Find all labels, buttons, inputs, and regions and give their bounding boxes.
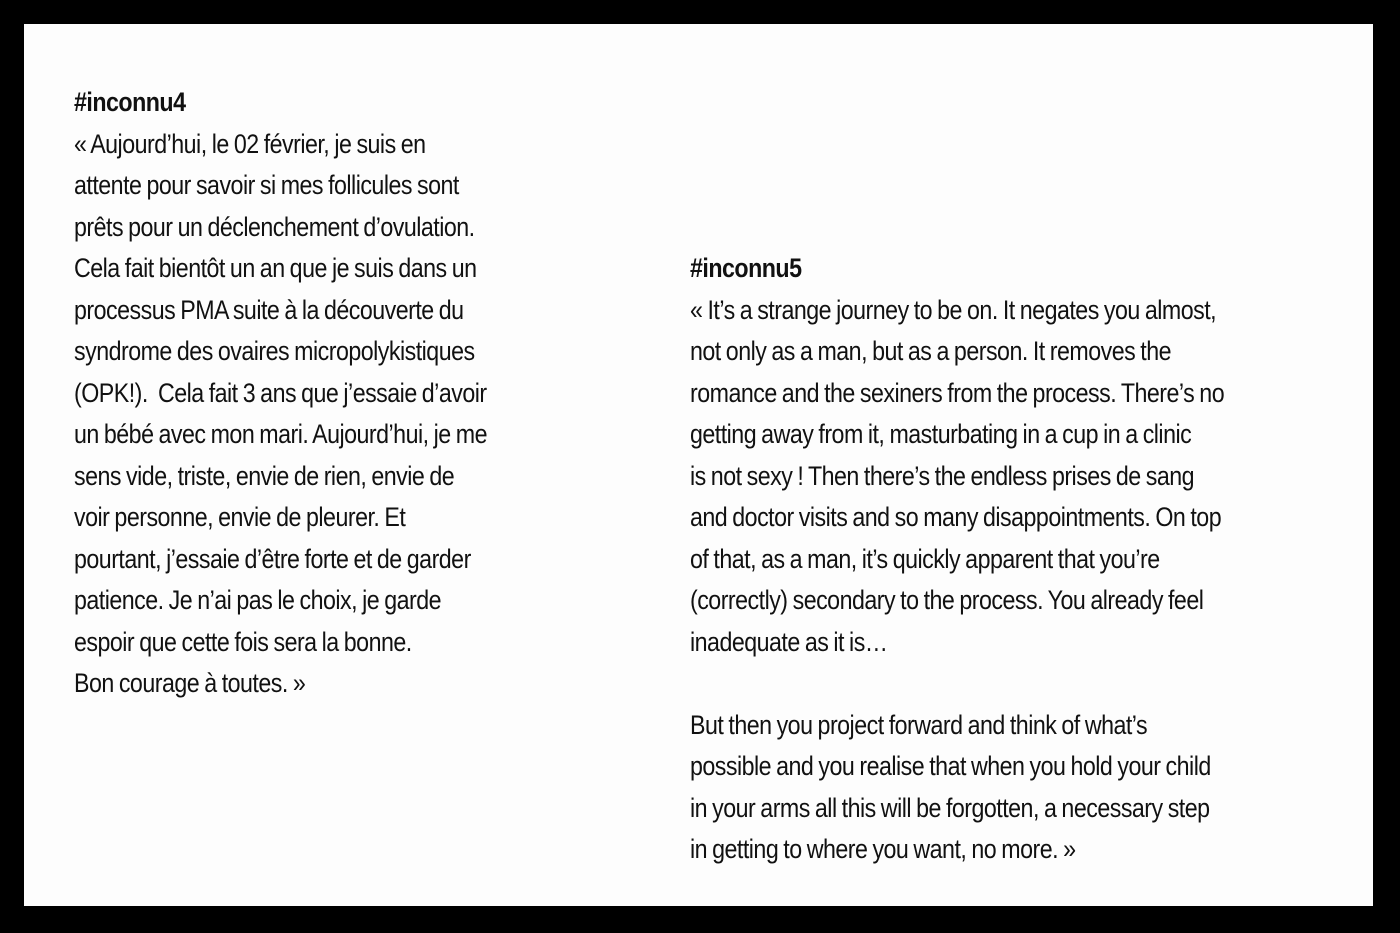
text-line: « Aujourd’hui, le 02 février, je suis en	[74, 128, 426, 159]
text-line: voir personne, envie de pleurer. Et	[74, 502, 406, 532]
text-line: romance and the sexiners from the process. There’s no	[690, 377, 1225, 408]
text-line: pourtant, j’essaie d’être forte et de garder	[74, 543, 471, 574]
text-line: « It’s a strange journey to be on. It negates you almost,	[690, 294, 1217, 325]
text-line: and doctor visits and so many disappointments. On top	[690, 502, 1222, 532]
text-line: not only as a man, but as a person. It removes the	[690, 336, 1172, 366]
page	[24, 24, 1373, 906]
text-line: in getting to where you want, no more. »	[690, 834, 1076, 864]
text-line: Cela fait bientôt un an que je suis dans un	[74, 253, 477, 283]
text-line: sens vide, triste, envie de rien, envie de	[74, 460, 455, 491]
text-line: syndrome des ovaires micropolykistiques	[74, 336, 475, 366]
testimony-heading: #inconnu4	[74, 87, 186, 117]
text-line: prêts pour un déclenchement d’ovulation.	[74, 211, 475, 242]
text-line: (OPK!). Cela fait 3 ans que j’essaie d’avoir	[74, 377, 487, 408]
testimony-inconnu5	[690, 248, 1352, 871]
text-line: espoir que cette fois sera la bonne.	[74, 626, 412, 657]
text-line: in your arms all this will be forgotten, a necessary step	[690, 792, 1210, 823]
text-line: is not sexy ! Then there’s the endless prises de sang	[690, 460, 1195, 491]
text-line: Bon courage à toutes. »	[74, 668, 306, 698]
text-line: of that, as a man, it’s quickly apparent that you’re	[690, 543, 1160, 574]
paragraph-spacer	[690, 663, 1352, 705]
testimony-inconnu4	[74, 82, 581, 705]
testimony-heading: #inconnu5	[690, 253, 802, 283]
text-line: processus PMA suite à la découverte du	[74, 294, 464, 325]
text-line: (correctly) secondary to the process. You already feel	[690, 585, 1204, 615]
text-line: getting away from it, masturbating in a cup in a clinic	[690, 419, 1192, 449]
text-line: inadequate as it is…	[690, 626, 888, 657]
text-line: attente pour savoir si mes follicules sont	[74, 170, 459, 200]
text-line: But then you project forward and think of what’s	[690, 709, 1148, 740]
text-line: patience. Je n’ai pas le choix, je garde	[74, 585, 442, 615]
text-line: un bébé avec mon mari. Aujourd’hui, je me	[74, 419, 487, 449]
text-line: possible and you realise that when you hold your child	[690, 751, 1211, 781]
